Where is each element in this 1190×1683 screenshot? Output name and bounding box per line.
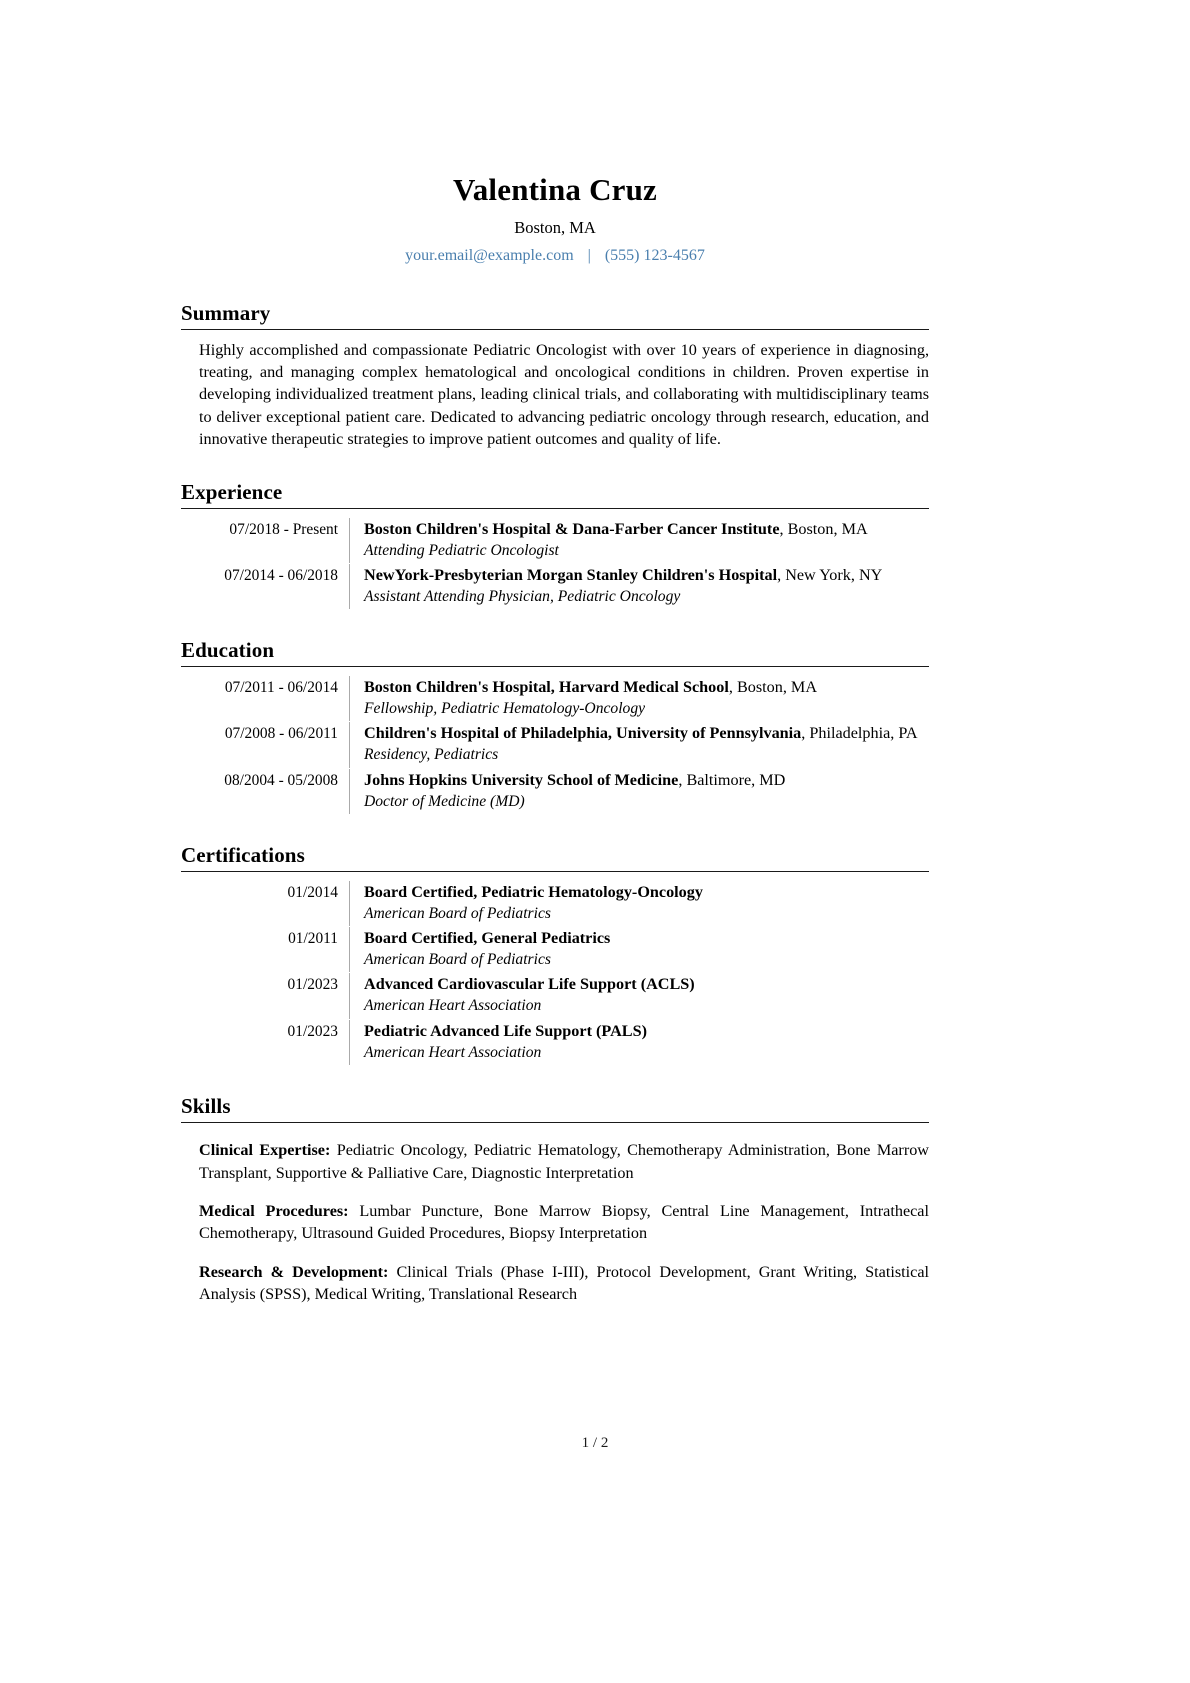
entry-organization: Board Certified, Pediatric Hematology-Oncology bbox=[364, 882, 703, 901]
experience-entry bbox=[181, 564, 929, 609]
section-summary bbox=[181, 302, 929, 451]
experience-entry bbox=[181, 518, 929, 563]
entry-date: 07/2008 - 06/2011 bbox=[224, 725, 338, 743]
entry-body bbox=[349, 1020, 929, 1065]
entry-organization: Boston Children's Hospital & Dana-Farber Cancer Institute bbox=[364, 519, 780, 538]
phone-link[interactable]: (555) 123-4567 bbox=[604, 247, 705, 265]
summary-paragraph: Highly accomplished and compassionate Pediatric Oncologist with over 10 years of experience in diagnosing, treating, and managing complex hematological and oncological conditions in children. Proven expertise in developing individualized treatment plans, leading clinical trials, and collaborating with multidisciplinary teams to deliver exceptional patient care. Dedicated to advancing pediatric oncology through research, education, and innovative therapeutic strategies to improve patient outcomes and quality of life. bbox=[199, 340, 929, 449]
entry-body bbox=[349, 722, 929, 767]
entry-date: 08/2004 - 05/2008 bbox=[224, 771, 338, 789]
section-title-certifications: Certifications bbox=[181, 842, 305, 867]
entry-date: 01/2014 bbox=[287, 883, 338, 901]
section-rule-education bbox=[181, 666, 929, 667]
skill-row bbox=[199, 1261, 929, 1306]
entry-role: Attending Pediatric Oncologist bbox=[364, 541, 559, 559]
section-skills bbox=[181, 1095, 929, 1306]
skill-category-label: Research & Development: bbox=[199, 1263, 389, 1281]
entry-place: , Boston, MA bbox=[728, 678, 818, 697]
section-rule-certifications bbox=[181, 871, 929, 872]
entry-body bbox=[349, 927, 929, 972]
entry-body bbox=[349, 769, 929, 814]
entry-body bbox=[349, 564, 929, 609]
entry-place: , Philadelphia, PA bbox=[801, 724, 918, 743]
entry-role: Fellowship, Pediatric Hematology-Oncology bbox=[364, 700, 646, 718]
entry-role: American Board of Pediatrics bbox=[364, 905, 551, 922]
entry-date: 07/2014 - 06/2018 bbox=[224, 566, 338, 584]
entry-heading bbox=[364, 769, 929, 791]
skill-category-label: Clinical Expertise: bbox=[199, 1141, 331, 1160]
section-education bbox=[181, 639, 929, 814]
skills-list bbox=[199, 1139, 929, 1306]
entry-role: American Heart Association bbox=[364, 1043, 542, 1061]
entry-role: American Heart Association bbox=[364, 997, 542, 1015]
entry-role: Assistant Attending Physician, Pediatric Oncology bbox=[364, 587, 681, 605]
entry-role: Residency, Pediatrics bbox=[364, 746, 499, 764]
entry-heading bbox=[364, 973, 929, 995]
entry-place: , New York, NY bbox=[777, 565, 883, 584]
page-footer bbox=[0, 1435, 1190, 1452]
entry-body bbox=[349, 518, 929, 563]
education-entry bbox=[181, 676, 929, 721]
entry-heading bbox=[364, 676, 929, 698]
email-link[interactable]: your.email@example.com bbox=[405, 247, 574, 265]
contact-line bbox=[181, 246, 929, 265]
certification-entry bbox=[181, 881, 929, 926]
resume-header bbox=[181, 0, 929, 266]
skill-category-value: Clinical Trials (Phase I-III), Protocol Development, Grant Writing, Statistical Analysis (SPSS), Medical Writing, Translational Research bbox=[199, 1263, 930, 1304]
entry-organization: Boston Children's Hospital, Harvard Medical School bbox=[364, 678, 729, 697]
entry-date: 07/2011 - 06/2014 bbox=[224, 679, 338, 697]
section-title-education: Education bbox=[181, 638, 275, 663]
contact-separator: | bbox=[587, 247, 591, 265]
candidate-location: Boston, MA bbox=[514, 217, 596, 237]
entry-organization: Children's Hospital of Philadelphia, University of Pennsylvania bbox=[364, 724, 802, 743]
entry-organization: Board Certified, General Pediatrics bbox=[364, 929, 611, 948]
certification-entry bbox=[181, 973, 929, 1018]
entry-heading bbox=[364, 564, 929, 586]
skill-row bbox=[199, 1139, 929, 1184]
entry-date: 01/2011 bbox=[288, 930, 338, 948]
section-title-skills: Skills bbox=[181, 1093, 231, 1118]
education-entry bbox=[181, 769, 929, 814]
skill-category-label: Medical Procedures: bbox=[199, 1202, 349, 1221]
section-certifications bbox=[181, 844, 929, 1065]
entry-heading bbox=[364, 722, 929, 744]
skill-row bbox=[199, 1200, 929, 1245]
entry-date: 07/2018 - Present bbox=[229, 520, 338, 538]
entry-heading bbox=[364, 881, 929, 903]
entry-place: , Baltimore, MD bbox=[678, 770, 786, 789]
section-title-summary: Summary bbox=[181, 300, 271, 325]
education-entry bbox=[181, 722, 929, 767]
certification-entry bbox=[181, 1020, 929, 1065]
entry-place: , Boston, MA bbox=[779, 519, 868, 538]
entry-role: American Board of Pediatrics bbox=[364, 951, 551, 969]
entry-organization: Pediatric Advanced Life Support (PALS) bbox=[364, 1021, 647, 1040]
entry-organization: NewYork-Presbyterian Morgan Stanley Children's Hospital bbox=[364, 565, 778, 584]
entry-heading bbox=[364, 518, 929, 540]
candidate-name: Valentina Cruz bbox=[452, 172, 658, 207]
entry-role: Doctor of Medicine (MD) bbox=[364, 792, 525, 810]
section-rule-skills bbox=[181, 1122, 929, 1123]
entry-body bbox=[349, 676, 929, 721]
section-rule-summary bbox=[181, 329, 929, 330]
entry-heading bbox=[364, 927, 929, 949]
entry-body bbox=[349, 973, 929, 1018]
section-title-experience: Experience bbox=[181, 479, 283, 504]
entry-date: 01/2023 bbox=[287, 976, 338, 994]
page-indicator: 1 / 2 bbox=[581, 1435, 609, 1451]
section-experience bbox=[181, 481, 929, 610]
entry-organization: Johns Hopkins University School of Medicine bbox=[364, 770, 679, 789]
entry-body bbox=[349, 881, 929, 926]
certification-entry bbox=[181, 927, 929, 972]
entry-heading bbox=[364, 1020, 929, 1042]
entry-organization: Advanced Cardiovascular Life Support (ACLS) bbox=[364, 975, 695, 994]
entry-date: 01/2023 bbox=[287, 1022, 338, 1040]
resume-content bbox=[181, 0, 929, 1306]
skill-category-value: Pediatric Oncology, Pediatric Hematology, Chemotherapy Administration, Bone Marrow Transplant, Supportive & Palliative Care, Diagnostic Interpretation bbox=[199, 1141, 929, 1182]
section-rule-experience bbox=[181, 508, 929, 509]
skill-category-value: Lumbar Puncture, Bone Marrow Biopsy, Central Line Management, Intrathecal Chemotherapy, Ultrasound Guided Procedures, Biopsy Interpretation bbox=[199, 1202, 929, 1243]
